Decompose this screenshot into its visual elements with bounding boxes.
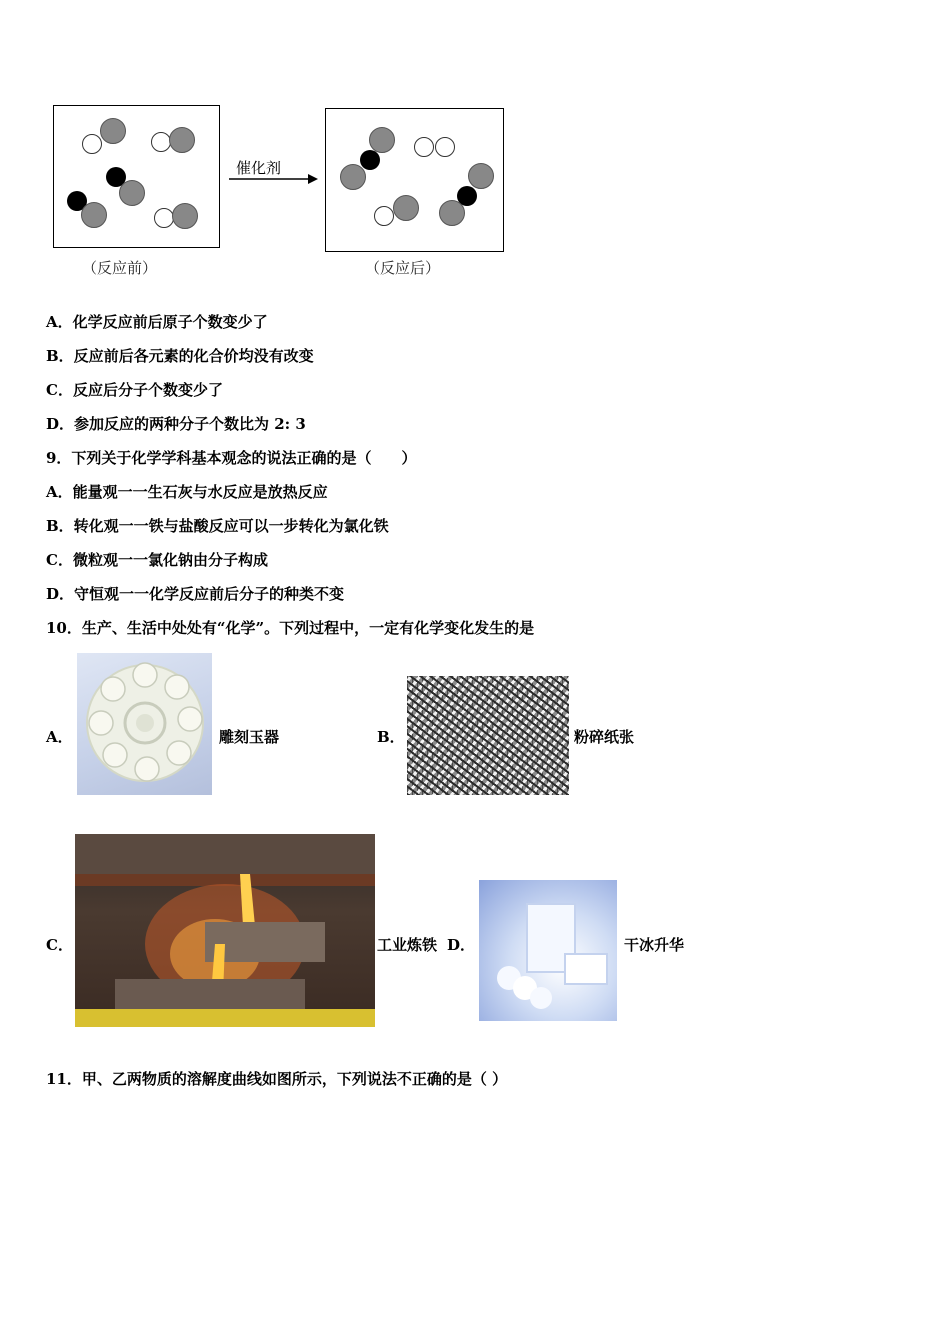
reaction-diagram xyxy=(0,0,950,300)
before-reaction-box xyxy=(53,105,220,248)
q11-stem: 11．甲、乙两物质的溶解度曲线如图所示，下列说法不正确的是（ ） xyxy=(46,1070,508,1088)
black-atom xyxy=(360,150,380,170)
shredded-paper-image xyxy=(407,676,569,795)
gray-atom xyxy=(468,163,494,189)
q10-option-a-letter: A． xyxy=(46,728,73,746)
q10-option-d-letter: D． xyxy=(447,936,476,954)
q10-option-c-letter: C． xyxy=(46,936,73,954)
q10-option-a-text: 雕刻玉器 xyxy=(219,728,280,746)
white-atom xyxy=(82,134,102,154)
q10-option-b-letter: B． xyxy=(377,728,405,746)
white-atom xyxy=(154,208,174,228)
q10-option-c-text: 工业炼铁 xyxy=(377,936,438,954)
reaction-arrow xyxy=(228,172,320,186)
white-atom xyxy=(435,137,455,157)
after-reaction-box xyxy=(325,108,504,252)
gray-atom xyxy=(340,164,366,190)
white-atom xyxy=(151,132,171,152)
q9-stem: 9．下列关于化学学科基本观念的说法正确的是（ ） xyxy=(46,449,417,467)
catalyst-label: 催化剂 xyxy=(236,159,282,177)
after-caption: （反应后） xyxy=(365,259,441,277)
q8-option-a: A．化学反应前后原子个数变少了 xyxy=(46,313,268,331)
iron-smelting-image xyxy=(75,834,375,1027)
white-atom xyxy=(414,137,434,157)
gray-atom xyxy=(81,202,107,228)
gray-atom xyxy=(100,118,126,144)
q9-option-c: C．微粒观一一氯化钠由分子构成 xyxy=(46,551,268,569)
gray-atom xyxy=(172,203,198,229)
q10-stem: 10．生产、生活中处处有“化学”。下列过程中，一定有化学变化发生的是 xyxy=(46,619,535,637)
white-atom xyxy=(374,206,394,226)
gray-atom xyxy=(369,127,395,153)
gray-atom xyxy=(439,200,465,226)
q8-option-c: C．反应后分子个数变少了 xyxy=(46,381,223,399)
q9-option-b: B．转化观一一铁与盐酸反应可以一步转化为氯化铁 xyxy=(46,517,389,535)
dry-ice-image xyxy=(479,880,617,1021)
before-caption: （反应前） xyxy=(82,259,158,277)
gray-atom xyxy=(393,195,419,221)
q10-option-b-text: 粉碎纸张 xyxy=(574,728,635,746)
q9-option-d: D．守恒观一一化学反应前后分子的种类不变 xyxy=(46,585,345,603)
q8-option-b: B．反应前后各元素的化合价均没有改变 xyxy=(46,347,314,365)
gray-atom xyxy=(119,180,145,206)
q10-option-d-text: 干冰升华 xyxy=(624,936,685,954)
jade-carving-image xyxy=(77,653,212,795)
q9-option-a: A．能量观一一生石灰与水反应是放热反应 xyxy=(46,483,328,501)
gray-atom xyxy=(169,127,195,153)
q8-option-d: D．参加反应的两种分子个数比为 2: 3 xyxy=(46,415,306,433)
